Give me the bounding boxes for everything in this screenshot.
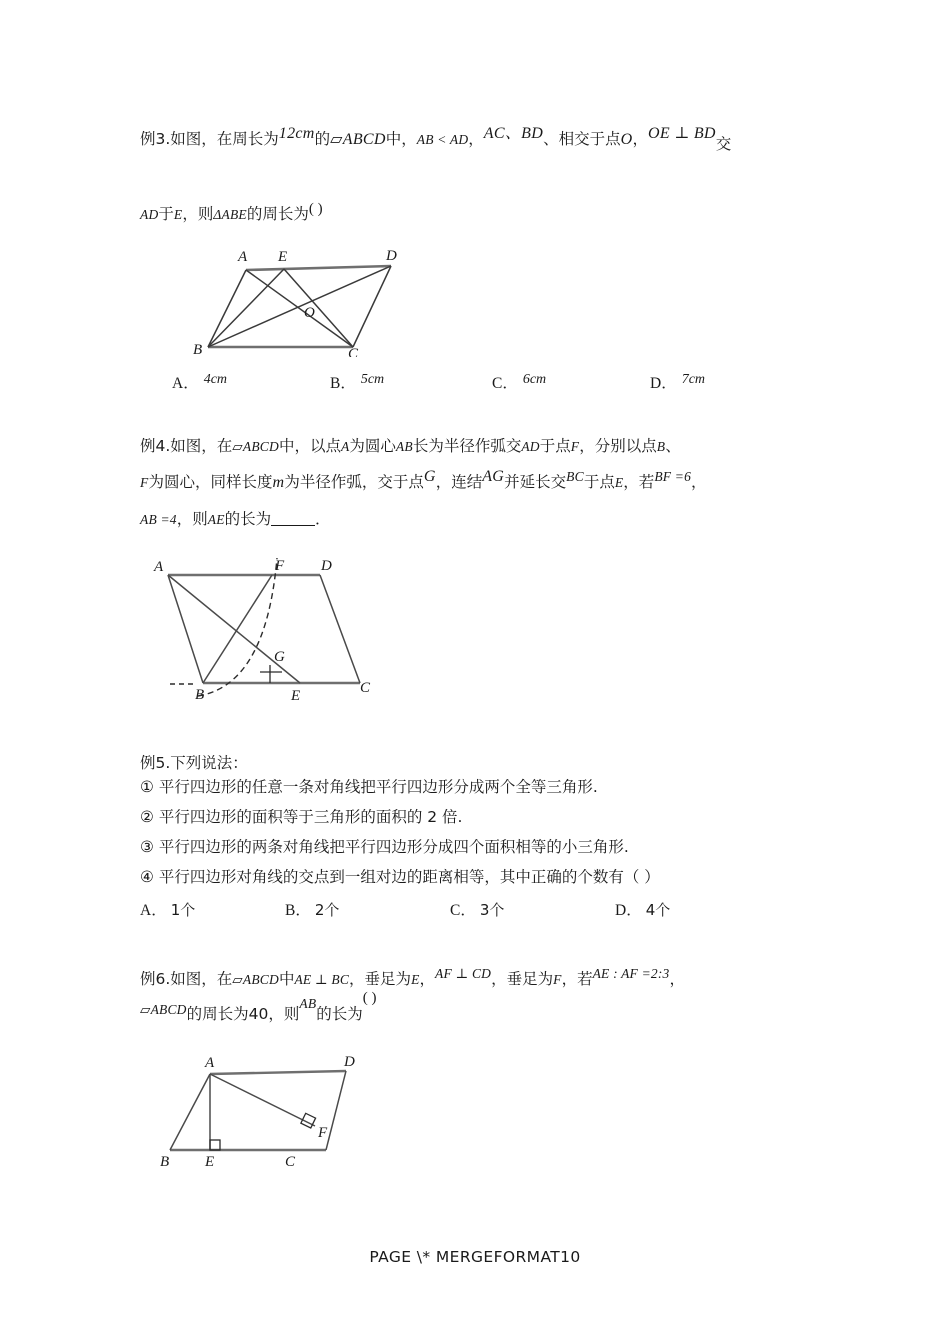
ex4-text-f: ，分别以点	[579, 437, 657, 455]
figure-2-label-C: C	[360, 680, 371, 696]
ex5-option-C-value: 3个	[479, 901, 505, 919]
ex3-text-g: 交	[715, 135, 732, 153]
ex4-text3-a: ，则	[176, 510, 208, 528]
ex3-option-A-value: 4cm	[203, 372, 228, 387]
example-3-block	[140, 125, 820, 232]
ex4-math-ad: AD	[521, 439, 540, 454]
ex4-math3-ab: AB =4	[140, 512, 177, 527]
ex5-option-B[interactable]	[285, 898, 339, 920]
ex3-math-abcd: ▱ABCD	[330, 131, 386, 148]
ex4-math2-g: G	[423, 468, 436, 485]
ex3-option-B[interactable]	[330, 371, 384, 393]
segment-ae	[168, 575, 300, 683]
ex4-math2-ag: AG	[482, 468, 505, 485]
ex3-text-f: ，	[632, 130, 648, 148]
ex6-math-ratio: AE : AF =2:3	[592, 966, 670, 981]
figure-2-label-B: B	[195, 687, 205, 703]
ex4-text3-b: 的长为	[224, 510, 272, 528]
ex6-answer-paren: ( )	[362, 990, 377, 1006]
ex4-math-abcd: ▱ABCD	[232, 439, 279, 454]
ex3-option-A-label: A．	[172, 375, 199, 392]
ex3-math-ac-bd: AC、BD	[483, 125, 544, 142]
example-5-item-4	[140, 870, 820, 886]
ex4-math-ab: AB	[395, 439, 413, 454]
figure-1-label-E: E	[278, 249, 288, 265]
example-3-line-1	[140, 125, 732, 153]
example-4-figure	[148, 553, 820, 708]
figure-2-label-D: D	[321, 558, 332, 574]
ex3-text-d: ，	[468, 130, 484, 148]
document-content	[140, 125, 820, 1172]
ex3-option-D-value: 7cm	[681, 372, 706, 387]
ex6-text2-b: 的长为	[316, 1005, 363, 1023]
figure-1-svg	[178, 242, 408, 357]
diagonal-ac	[246, 270, 353, 347]
figure-3-label-E: E	[205, 1154, 215, 1170]
ex4-math2-e: E	[614, 475, 624, 490]
figure-3-label-C: C	[285, 1154, 296, 1170]
ex4-text2-a: 为圆心，同样长度	[148, 473, 273, 491]
figure-2-label-E: E	[291, 688, 301, 704]
figure-3-label-B: B	[160, 1154, 170, 1170]
ex5-title-text: 例5.下列说法：	[140, 754, 248, 772]
ex3-math-tri-abe: ΔABE	[213, 207, 247, 222]
ex4-math2-bc: BC	[566, 469, 584, 484]
ex5-option-D-label: D．	[615, 902, 642, 919]
ex4-text2-c: ，连结	[435, 473, 483, 491]
ex5-item-1-text: ① 平行四边形的任意一条对角线把平行四边形分成两个全等三角形.	[140, 778, 598, 796]
ex3-text-b: 的	[314, 130, 331, 148]
arc-center-a	[198, 558, 277, 696]
example-5-block	[140, 756, 820, 922]
ex3-text2-a: 于	[158, 205, 174, 223]
ex6-math-abcd: ▱ABCD	[232, 972, 279, 987]
segment-ab	[170, 1074, 210, 1150]
ex4-math-a: A	[340, 439, 350, 454]
ex4-math-f: F	[570, 439, 580, 454]
ex4-math2-bf: BF =6	[654, 469, 692, 484]
ex6-text-g: ，	[669, 970, 685, 988]
segment-be	[208, 269, 284, 347]
ex5-option-A[interactable]	[140, 898, 195, 920]
ex3-option-C[interactable]	[492, 371, 546, 393]
segment-ad	[210, 1071, 346, 1074]
segment-ad	[246, 266, 391, 270]
ex6-text-f: ，若	[561, 970, 593, 988]
ex5-item-2-text: ② 平行四边形的面积等于三角形的面积的 2 倍.	[140, 808, 463, 826]
diagonal-bd	[208, 266, 391, 347]
ex3-math-ab-lt-ad: AB < AD	[416, 132, 469, 147]
ex5-option-B-value: 2个	[314, 901, 340, 919]
ex5-option-D[interactable]	[615, 898, 670, 920]
ex4-text-g: 、	[665, 437, 681, 455]
ex4-text-e: 于点	[539, 437, 571, 455]
ex4-math2-f: F	[140, 475, 149, 490]
ex4-text-c: 为圆心	[349, 437, 396, 455]
figure-2-label-G: G	[274, 649, 285, 665]
example-3-line-2	[140, 201, 323, 223]
page-footer	[0, 1248, 950, 1267]
example-6-figure	[148, 1052, 820, 1172]
example-5-item-1	[140, 780, 820, 796]
ex3-math-perimeter: 12cm	[278, 125, 315, 142]
ex4-text3-c: ．	[315, 512, 331, 528]
example-6-block	[140, 966, 820, 1040]
ex5-option-D-value: 4个	[645, 901, 671, 919]
segment-dc	[320, 575, 360, 683]
figure-3-label-D: D	[344, 1054, 355, 1070]
example-3-figure	[178, 242, 820, 357]
ex5-option-C-label: C．	[450, 902, 476, 919]
figure-3-label-F: F	[318, 1125, 328, 1141]
ex3-text-e: 、相交于点	[543, 130, 621, 148]
ex6-math2-abcd: ▱ABCD	[140, 1002, 187, 1017]
segment-af	[210, 1074, 315, 1126]
ex3-text2-c: 的周长为	[246, 205, 309, 223]
ex5-option-B-label: B．	[285, 902, 311, 919]
figure-1-label-D: D	[386, 248, 397, 264]
example-4-block	[140, 439, 820, 539]
figure-3-svg	[148, 1052, 388, 1172]
ex4-text2-f: ，若	[623, 473, 655, 491]
ex6-text-e: ，垂足为	[491, 970, 554, 988]
ex6-text2-a: 的周长为40，则	[186, 1005, 300, 1023]
ex6-text-a: 例6.如图，在	[140, 970, 233, 988]
ex3-option-C-value: 6cm	[522, 372, 547, 387]
example-5-item-2	[140, 810, 820, 826]
ex3-option-B-label: B．	[330, 375, 356, 392]
ex3-text2-b: ，则	[182, 205, 214, 223]
ex4-math2-m: m	[272, 474, 285, 491]
ex6-math-ae-perp-bc: AE ⊥ BC	[294, 972, 350, 987]
figure-1-label-B: B	[193, 342, 203, 357]
ex3-math-o: O	[620, 131, 633, 148]
ex4-math-b: B	[656, 439, 666, 454]
ex3-text-a: 例3.如图，在周长为	[140, 130, 279, 148]
ex4-text-d: 长为半径作弧交	[412, 437, 522, 455]
ex3-text-c: 中，	[385, 130, 417, 148]
ex5-item-4-text: ④ 平行四边形对角线的交点到一组对边的距离相等，其中正确的个数有（ ）	[140, 868, 660, 886]
page-footer-text: PAGE \* MERGEFORMAT10	[369, 1248, 581, 1266]
example-3-options	[140, 371, 820, 397]
figure-3-label-A: A	[205, 1055, 215, 1071]
ex4-answer-blank[interactable]	[271, 511, 315, 526]
ex3-option-D[interactable]	[650, 371, 705, 393]
segment-dc	[353, 266, 391, 347]
figure-1-label-A: A	[238, 249, 248, 265]
segment-ab	[168, 575, 203, 683]
right-angle-mark-e	[210, 1140, 220, 1150]
ex5-option-A-value: 1个	[170, 901, 196, 919]
ex6-text-c: ，垂足为	[349, 970, 412, 988]
example-5-title	[140, 756, 820, 772]
example-5-item-3	[140, 840, 820, 856]
example-6-line-1	[140, 966, 685, 988]
ex6-text-b: 中	[278, 970, 295, 988]
ex6-text-d: ，	[419, 970, 436, 988]
ex4-text-a: 例4.如图，在	[140, 437, 233, 455]
ex3-math-ad: AD	[140, 207, 159, 222]
ex5-item-3-text: ③ 平行四边形的两条对角线把平行四边形分成四个面积相等的小三角形.	[140, 838, 629, 856]
example-4-line-3	[140, 511, 330, 528]
example-6-line-2	[140, 990, 377, 1023]
ex4-text2-g: ，	[691, 473, 707, 491]
ex6-math-e: E	[411, 972, 420, 987]
ex4-math3-ae: AE	[207, 512, 225, 527]
example-5-options	[140, 898, 820, 922]
figure-2-svg	[148, 553, 388, 708]
ex3-option-B-value: 5cm	[360, 372, 385, 387]
figure-2-label-F: F	[275, 558, 285, 574]
segment-ab	[208, 270, 246, 347]
segment-dc	[326, 1071, 346, 1150]
ex4-text-b: 中，以点	[278, 437, 341, 455]
ex6-math2-ab: AB	[299, 996, 317, 1011]
ex4-text2-e: 于点	[583, 473, 615, 491]
ex3-answer-paren: ( )	[308, 201, 323, 217]
figure-1-label-O: O	[304, 305, 315, 321]
ex3-option-A[interactable]	[172, 371, 227, 393]
ex3-math-e: E	[173, 207, 183, 222]
ex6-math-af-perp-cd: AF ⊥ CD	[435, 966, 492, 981]
ex3-math-oe-perp-bd: OE ⊥ BD	[647, 125, 716, 142]
ex5-option-C[interactable]	[450, 898, 504, 920]
figure-2-label-A: A	[154, 559, 164, 575]
ex4-text2-d: 并延长交	[504, 473, 567, 491]
segment-bf	[203, 575, 272, 683]
ex5-option-A-label: A．	[140, 902, 167, 919]
example-4-line-1	[140, 439, 681, 455]
ex6-math-f: F	[553, 972, 562, 987]
ex3-option-C-label: C．	[492, 375, 518, 392]
example-4-line-2	[140, 468, 707, 491]
figure-1-label-C: C	[348, 346, 359, 357]
ex3-option-D-label: D．	[650, 375, 677, 392]
ex4-text2-b: 为半径作弧，交于点	[284, 473, 424, 491]
